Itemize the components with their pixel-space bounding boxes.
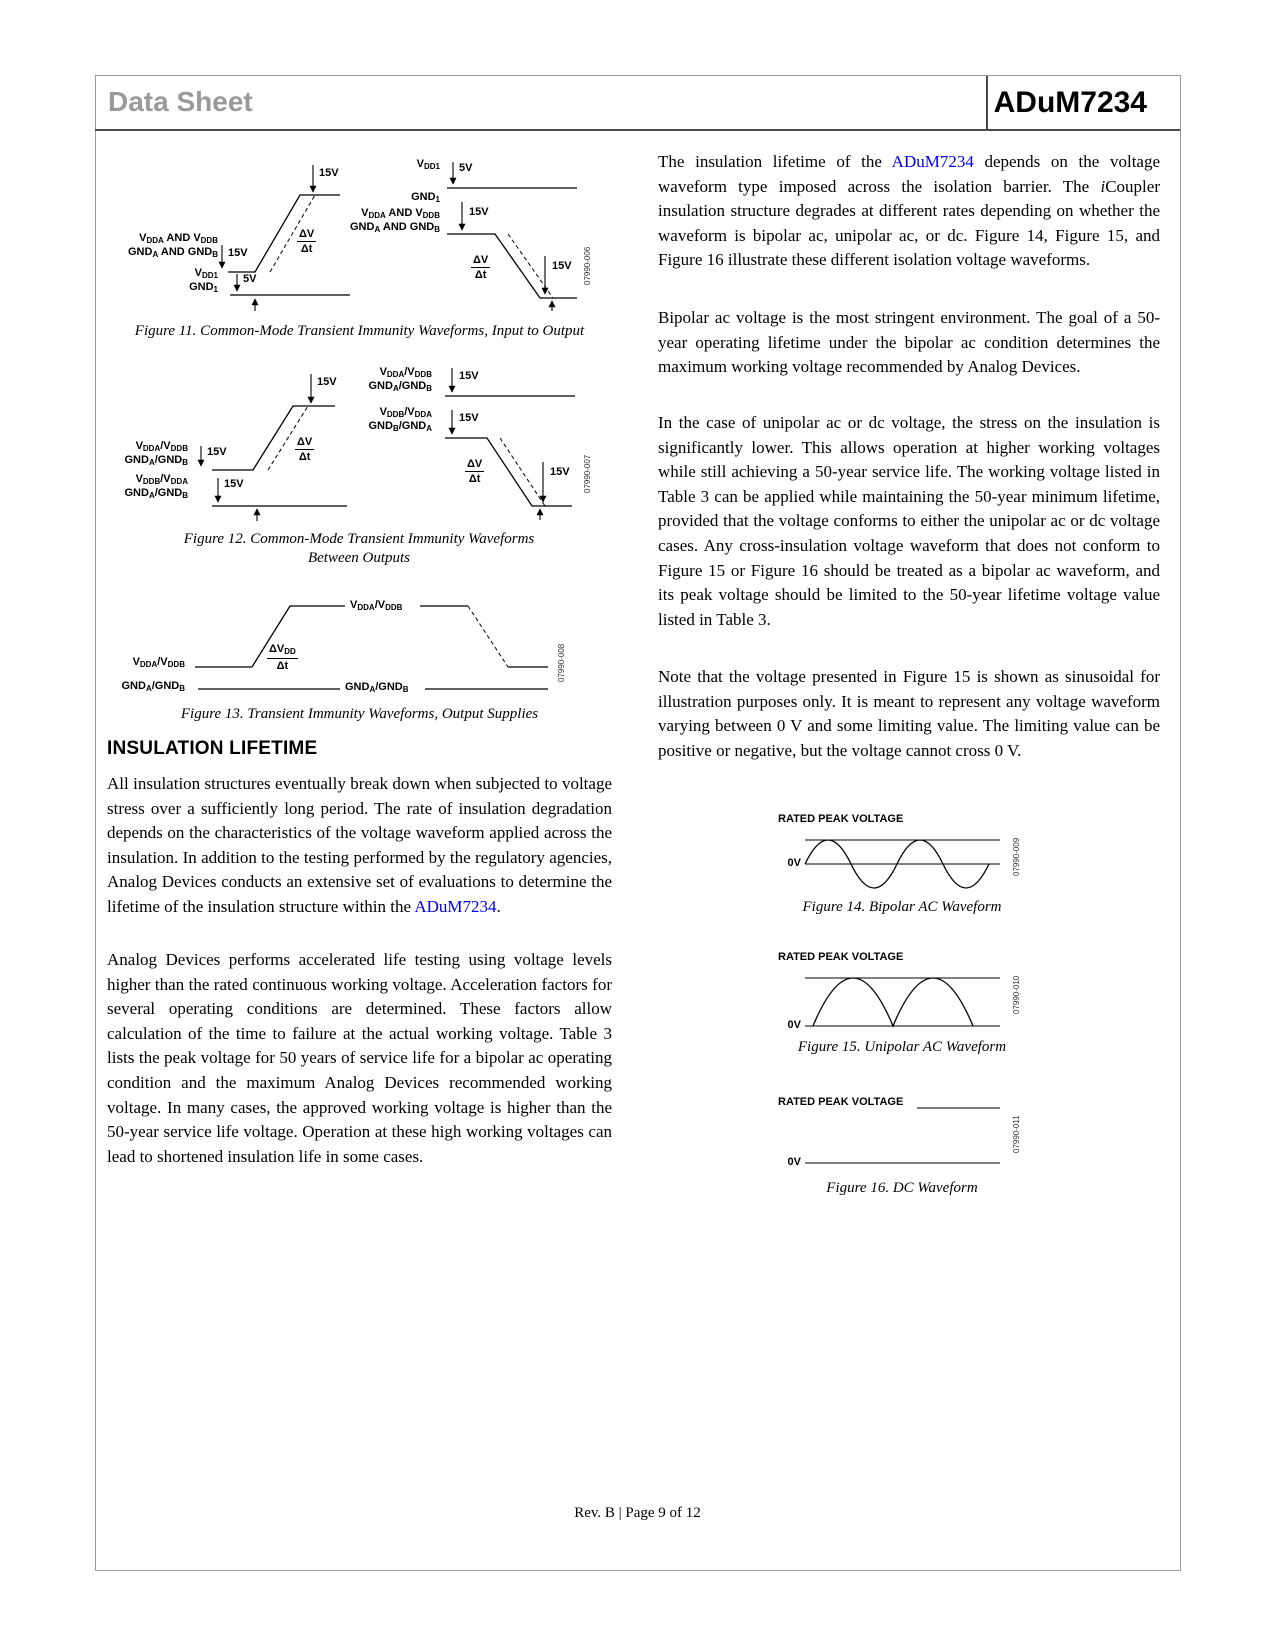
fig13-label-gnda-gndb: $GND_A/GND_B$ — [121, 680, 185, 693]
fig13-figure-code: 07990-008 — [557, 643, 566, 682]
fig15-rated-peak-label: RATED PEAK VOLTAGE — [778, 951, 904, 963]
doc-type-label: Data Sheet — [108, 86, 253, 117]
fig13-dt: Δt — [267, 658, 298, 672]
fig11-dv: ΔV — [299, 228, 315, 240]
figure-15 — [765, 946, 1055, 1066]
figure-13 — [107, 577, 612, 732]
fig13-dvdd-dt-fraction — [267, 643, 298, 672]
part-number: ADuM7234 — [993, 86, 1147, 119]
fig12-right-dt: Δt — [465, 471, 484, 485]
fig11-label-gnda-gndb: $GND_A$ AND $GND_B$ — [128, 246, 218, 259]
fig11-label-vdda-vddb: $V_{DDA}$ AND $V_{DDB}$ — [139, 232, 218, 245]
fig11-right-dv-dt-fraction — [471, 254, 490, 281]
fig12-label-gnda-gndb: $GND_A/GND_B$ — [124, 454, 188, 467]
fig13-dvdd: $\Delta V_{DD}$ — [269, 643, 296, 656]
fig11-far-right-15v-label: 15V — [552, 260, 572, 272]
fig16-rated-peak-label: RATED PEAK VOLTAGE — [778, 1096, 904, 1108]
figure-14 — [765, 808, 1055, 928]
fig13-caption: Figure 13. Transient Immunity Waveforms, Output Supplies — [180, 706, 539, 722]
fig12-figure-code: 07990-007 — [583, 454, 592, 493]
fig15-figure-code: 07990-010 — [1012, 975, 1021, 1014]
fig11-right-15v-label: 15V — [469, 206, 489, 218]
fig11-dt: Δt — [297, 241, 316, 255]
fig11-right-5v-label: 5V — [459, 162, 473, 174]
fig12-right-gndb-label: $GND_B/GND_A$ — [368, 420, 432, 433]
fig12-right-15v-label-1: 15V — [459, 370, 479, 382]
fig13-inline-gnda-label: $GND_A/GND_B$ — [345, 681, 409, 694]
fig12-far-right-15v-label: 15V — [550, 466, 570, 478]
fig11-15v-label: 15V — [228, 247, 248, 259]
fig11-5v-label: 5V — [243, 273, 257, 285]
right-col-paragraph-2: Bipolar ac voltage is the most stringent environment. The goal of a 50-year operating lifetime under the bipolar ac condition determines the maximum working voltage recommended by Analog Devices. — [658, 308, 1160, 377]
header-rule — [95, 129, 1180, 131]
fig13-label-vdda-vddb: $V_{DDA}/V_{DDB}$ — [132, 656, 185, 669]
fig16-0v-label: 0V — [787, 1156, 801, 1168]
doc-link[interactable]: ADuM7234 — [891, 152, 974, 171]
fig14-figure-code: 07990-009 — [1012, 837, 1021, 876]
header-divider — [986, 76, 988, 129]
fig12-right-dv: ΔV — [467, 458, 483, 470]
fig12-dt: Δt — [295, 449, 314, 463]
right-col-paragraph-3: In the case of unipolar ac or dc voltage, the stress on the insulation is significantly lower. This allows operation at higher working voltages while still achieving a 50-year service life. The working voltage listed in Table 3 can be applied while maintaining the 50-year minimum lifetime, provided that the voltage conforms to either the unipolar ac or dc voltage cases. Any cross-insulation voltage waveform that does not conform to Figure 15 or Figure 16 should be treated as a bipolar ac waveform, and its peak voltage should be limited to the 50-year lifetime voltage value listed in Table 3. — [658, 413, 1160, 629]
fig12-15v-label-2: 15V — [224, 478, 244, 490]
fig12-right-15v-label-2: 15V — [459, 412, 479, 424]
fig12-dv-dt-fraction — [295, 436, 314, 463]
fig13-top-vdda-label: $V_{DDA}/V_{DDB}$ — [350, 599, 403, 612]
fig15-0v-label: 0V — [787, 1019, 801, 1031]
fig11-right-dt: Δt — [471, 267, 490, 281]
fig14-rated-peak-label: RATED PEAK VOLTAGE — [778, 813, 904, 825]
footer-text: Rev. B | Page 9 of 12 — [574, 1505, 701, 1521]
fig11-top-15v-label: 15V — [319, 167, 339, 179]
fig11-caption: Figure 11. Common-Mode Transient Immunity Waveforms, Input to Output — [134, 323, 585, 339]
fig12-label-vdda-vddb: $V_{DDA}/V_{DDB}$ — [135, 440, 188, 453]
fig11-right-gnda-label: $GND_A$ AND $GND_B$ — [350, 221, 440, 234]
section-heading-insulation-lifetime: INSULATION LIFETIME — [107, 738, 318, 759]
left-col-paragraph-1: All insulation structures eventually break down when subjected to voltage stress over a sufficiently long period. The rate of insulation degradation depends on the characteristics of the voltage waveform applied across the insulation. In addition to the testing performed by the regulatory agencies, Analog Devices conducts an extensive set of evaluations to determine the lifetime of the insulation structure within the ADuM7234. — [107, 774, 612, 916]
fig14-caption: Figure 14. Bipolar AC Waveform — [802, 899, 1002, 915]
fig16-figure-code: 07990-011 — [1012, 1115, 1021, 1153]
fig14-0v-label: 0V — [787, 857, 801, 869]
fig12-right-dv-dt-fraction — [465, 458, 484, 485]
right-col-paragraph-1: The insulation lifetime of the ADuM7234 depends on the voltage waveform type imposed across the isolation barrier. The iCoupler insulation structure degrades at different rates depending on whether the waveform is bipolar ac, unipolar ac, or dc. Figure 14, Figure 15, and Figure 16 illustrate these different isolation voltage waveforms. — [658, 152, 1161, 270]
fig11-dv-dt-fraction — [297, 228, 316, 255]
fig11-figure-code: 07990-006 — [583, 246, 592, 285]
figure-11 — [107, 150, 612, 350]
figure-16 — [765, 1091, 1055, 1206]
fig12-right-vdda-label: $V_{DDA}/V_{DDB}$ — [379, 366, 432, 379]
fig11-right-vdda-label: $V_{DDA}$ AND $V_{DDB}$ — [361, 207, 440, 220]
fig12-right-vddb-label: $V_{DDB}/V_{DDA}$ — [379, 406, 432, 419]
fig12-label-gnda-gndb-2: $GND_A/GND_B$ — [124, 487, 188, 500]
fig11-label-vdd1: $V_{DD1}$ — [194, 267, 218, 280]
left-col-paragraph-2: Analog Devices performs accelerated life testing using voltage levels higher than the rated continuous working voltage. Acceleration factors for several operating conditions are determined. These factors allow calculation of the time to failure at the actual working voltage. Table 3 lists the peak voltage for 50 years of service life for a bipolar ac operating condition and the maximum Analog Devices recommended working voltage. In many cases, the approved working voltage is higher than the 50-year service life voltage. Operation at these high working voltages can lead to shortened insulation life in some cases. — [107, 950, 612, 1166]
fig11-label-gnd1: $GND_1$ — [189, 281, 218, 294]
fig12-15v-label-1: 15V — [207, 446, 227, 458]
fig12-label-vddb-vdda: $V_{DDB}/V_{DDA}$ — [135, 473, 188, 486]
fig11-right-gnd1-label: $GND_1$ — [411, 191, 440, 204]
fig11-right-vdd1-label: $V_{DD1}$ — [416, 158, 440, 171]
fig15-caption: Figure 15. Unipolar AC Waveform — [797, 1039, 1007, 1055]
figure-12 — [107, 358, 612, 570]
fig12-top-15v-label: 15V — [317, 376, 337, 388]
fig12-right-gnda-label: $GND_A/GND_B$ — [368, 380, 432, 393]
fig11-right-dv: ΔV — [473, 254, 489, 266]
fig12-dv: ΔV — [297, 436, 313, 448]
right-col-paragraph-4: Note that the voltage presented in Figure 15 is shown as sinusoidal for illustration purposes only. It is meant to represent any voltage waveform varying between 0 V and some limiting value. The limiting value can be positive or negative, but the voltage cannot cross 0 V. — [658, 667, 1160, 760]
fig12-caption: Figure 12. Common-Mode Transient Immunity Waveforms Between Outputs — [183, 531, 535, 566]
fig16-caption: Figure 16. DC Waveform — [826, 1180, 978, 1196]
doc-link[interactable]: ADuM7234 — [414, 896, 497, 916]
